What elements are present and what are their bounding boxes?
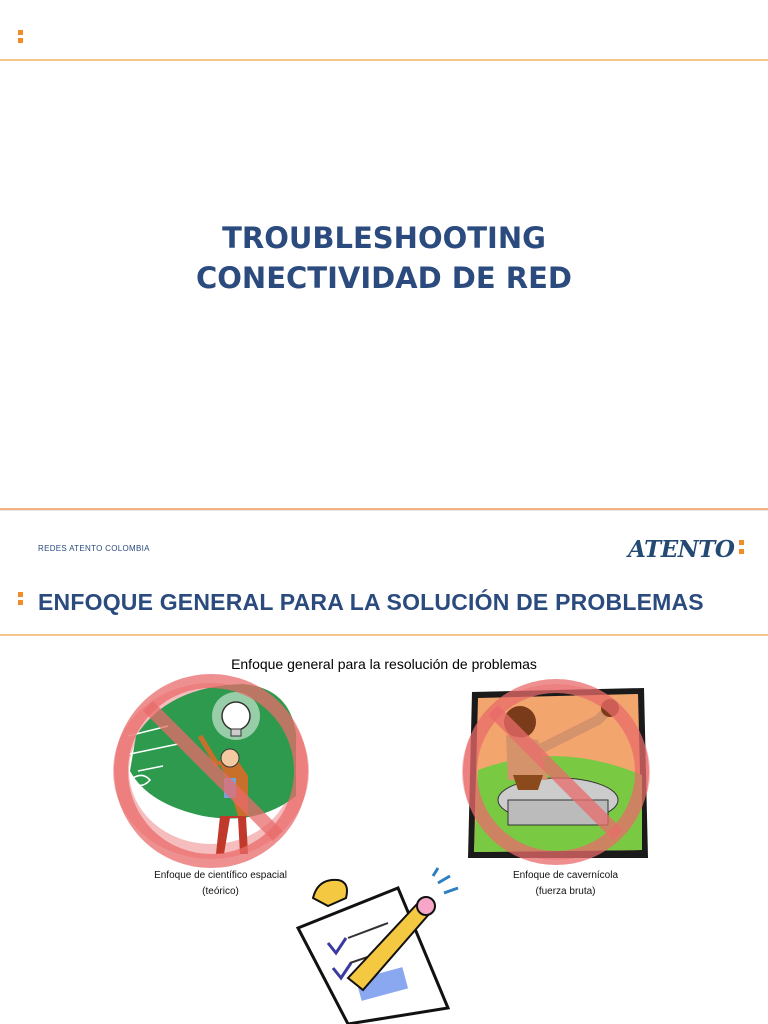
slide-title	[0, 218, 768, 298]
title-line-2: CONECTIVIDAD DE RED	[196, 261, 572, 295]
footer-label: REDES ATENTO COLOMBIA	[38, 544, 150, 553]
logo-colon-icon	[739, 540, 744, 558]
section-rule	[0, 634, 768, 636]
left-caption-line-2: (teórico)	[202, 886, 239, 897]
caveman-clipart-icon	[458, 680, 654, 866]
title-line-1: TROUBLESHOOTING	[222, 221, 546, 255]
header-rule	[0, 59, 768, 61]
section-title: ENFOQUE GENERAL PARA LA SOLUCIÓN DE PROBLEMAS	[38, 589, 704, 615]
logo-text: ATENTO	[628, 535, 735, 563]
section-colon-icon	[18, 592, 23, 608]
right-caption-line-1: Enfoque de cavernícola	[512, 870, 619, 881]
right-caption	[478, 868, 653, 900]
brand-colon-icon	[18, 30, 23, 46]
figure-title: Enfoque general para la resolución de problemas	[231, 656, 537, 672]
title-slide	[0, 0, 768, 508]
slide-divider-shadow	[0, 510, 768, 511]
right-caption-line-2: (fuerza bruta)	[535, 886, 596, 897]
left-caption-line-1: Enfoque de científico espacial	[154, 870, 287, 881]
atento-logo	[628, 534, 744, 564]
checklist-clipart-icon	[288, 868, 468, 1024]
scientist-clipart-icon	[108, 676, 314, 866]
